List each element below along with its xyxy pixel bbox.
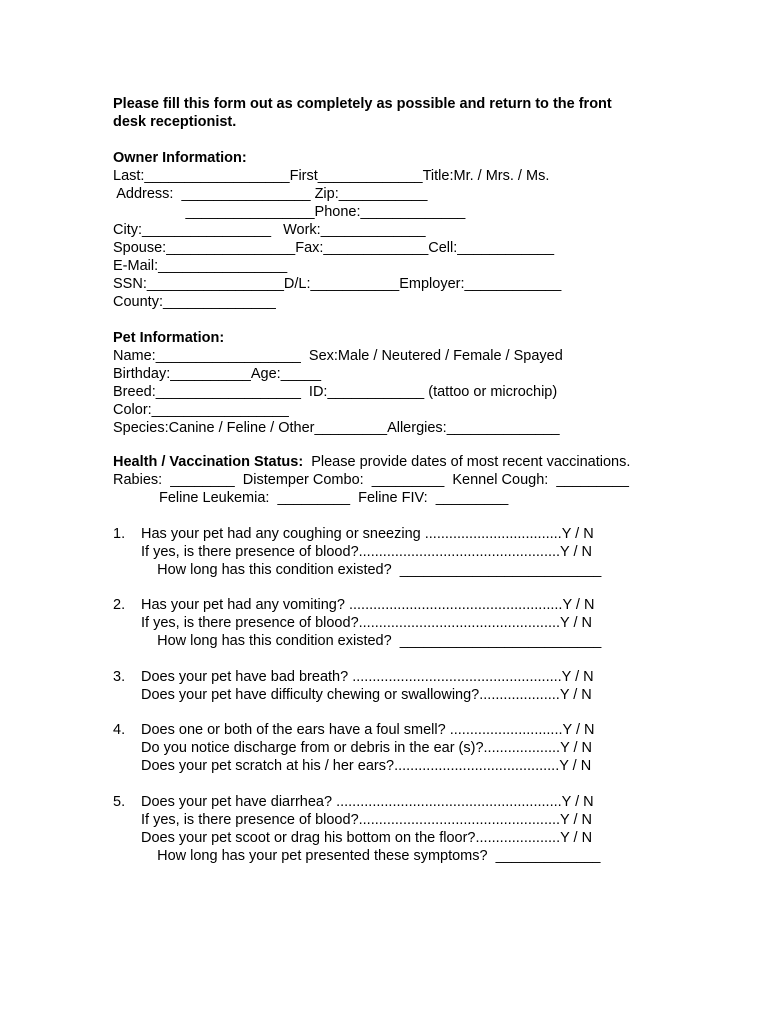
question-line: Does your pet scratch at his / her ears?.........................................Y / N [141,758,592,774]
owner-line: City:________________ Work:_____________ [113,222,426,238]
owner-line: ________________Phone:_____________ [113,204,466,220]
question-line: Does one or both of the ears have a foul smell? ............................Y / N [141,722,595,738]
health-heading: Health / Vaccination Status: [113,454,304,470]
question-line: Does your pet have diarrhea? ........................................................Y / N [141,794,594,810]
pet-line: Birthday:__________Age:_____ [113,366,322,382]
owner-line: Last:__________________First_____________Title:Mr. / Mrs. / Ms. [113,168,550,184]
intro-line-2: desk receptionist. [113,114,237,130]
question-line: If yes, is there presence of blood?..................................................Y / N [141,812,593,828]
health-line-2: Feline Leukemia: _________ Feline FIV: _________ [159,490,509,506]
owner-line: County:______________ [113,294,276,310]
health-heading-note: Please provide dates of most recent vaccinations. [303,454,631,470]
pet-heading: Pet Information: [113,330,225,346]
pet-line: Breed:__________________ ID:____________ (tattoo or microchip) [113,384,558,400]
owner-line: Spouse:________________Fax:_____________Cell:____________ [113,240,555,256]
owner-heading: Owner Information: [113,150,247,166]
question-number: 2. [113,597,126,613]
question-line: Does your pet have difficulty chewing or swallowing?....................Y / N [141,687,592,703]
question-line: If yes, is there presence of blood?..................................................Y / N [141,615,593,631]
question-line: How long has this condition existed? _________________________ [141,562,602,578]
question-line: Has your pet had any coughing or sneezing ..................................Y / N [141,526,594,542]
question-line: Does your pet have bad breath? ....................................................Y / N [141,669,594,685]
owner-line: Address: ________________ Zip:___________ [113,186,428,202]
health-heading-row [113,453,630,471]
pet-line: Species:Canine / Feline / Other_________Allergies:______________ [113,420,560,436]
question-number: 1. [113,526,126,542]
question-line: How long has your pet presented these symptoms? _____________ [141,848,601,864]
health-line-1: Rabies: ________ Distemper Combo: _________ Kennel Cough: _________ [113,472,629,488]
question-line: Does your pet scoot or drag his bottom on the floor?.....................Y / N [141,830,593,846]
question-line: If yes, is there presence of blood?..................................................Y / N [141,544,593,560]
question-line: Has your pet had any vomiting? .....................................................Y / N [141,597,595,613]
question-number: 4. [113,722,126,738]
question-number: 3. [113,669,126,685]
question-line: Do you notice discharge from or debris in the ear (s)?...................Y / N [141,740,593,756]
owner-line: E-Mail:________________ [113,258,288,274]
intro-line-1: Please fill this form out as completely as possible and return to the front [113,96,612,112]
pet-line: Color:_________________ [113,402,289,418]
question-line: How long has this condition existed? _________________________ [141,633,602,649]
owner-line: SSN:_________________D/L:___________Employer:____________ [113,276,562,292]
question-number: 5. [113,794,126,810]
pet-line: Name:__________________ Sex:Male / Neutered / Female / Spayed [113,348,563,364]
